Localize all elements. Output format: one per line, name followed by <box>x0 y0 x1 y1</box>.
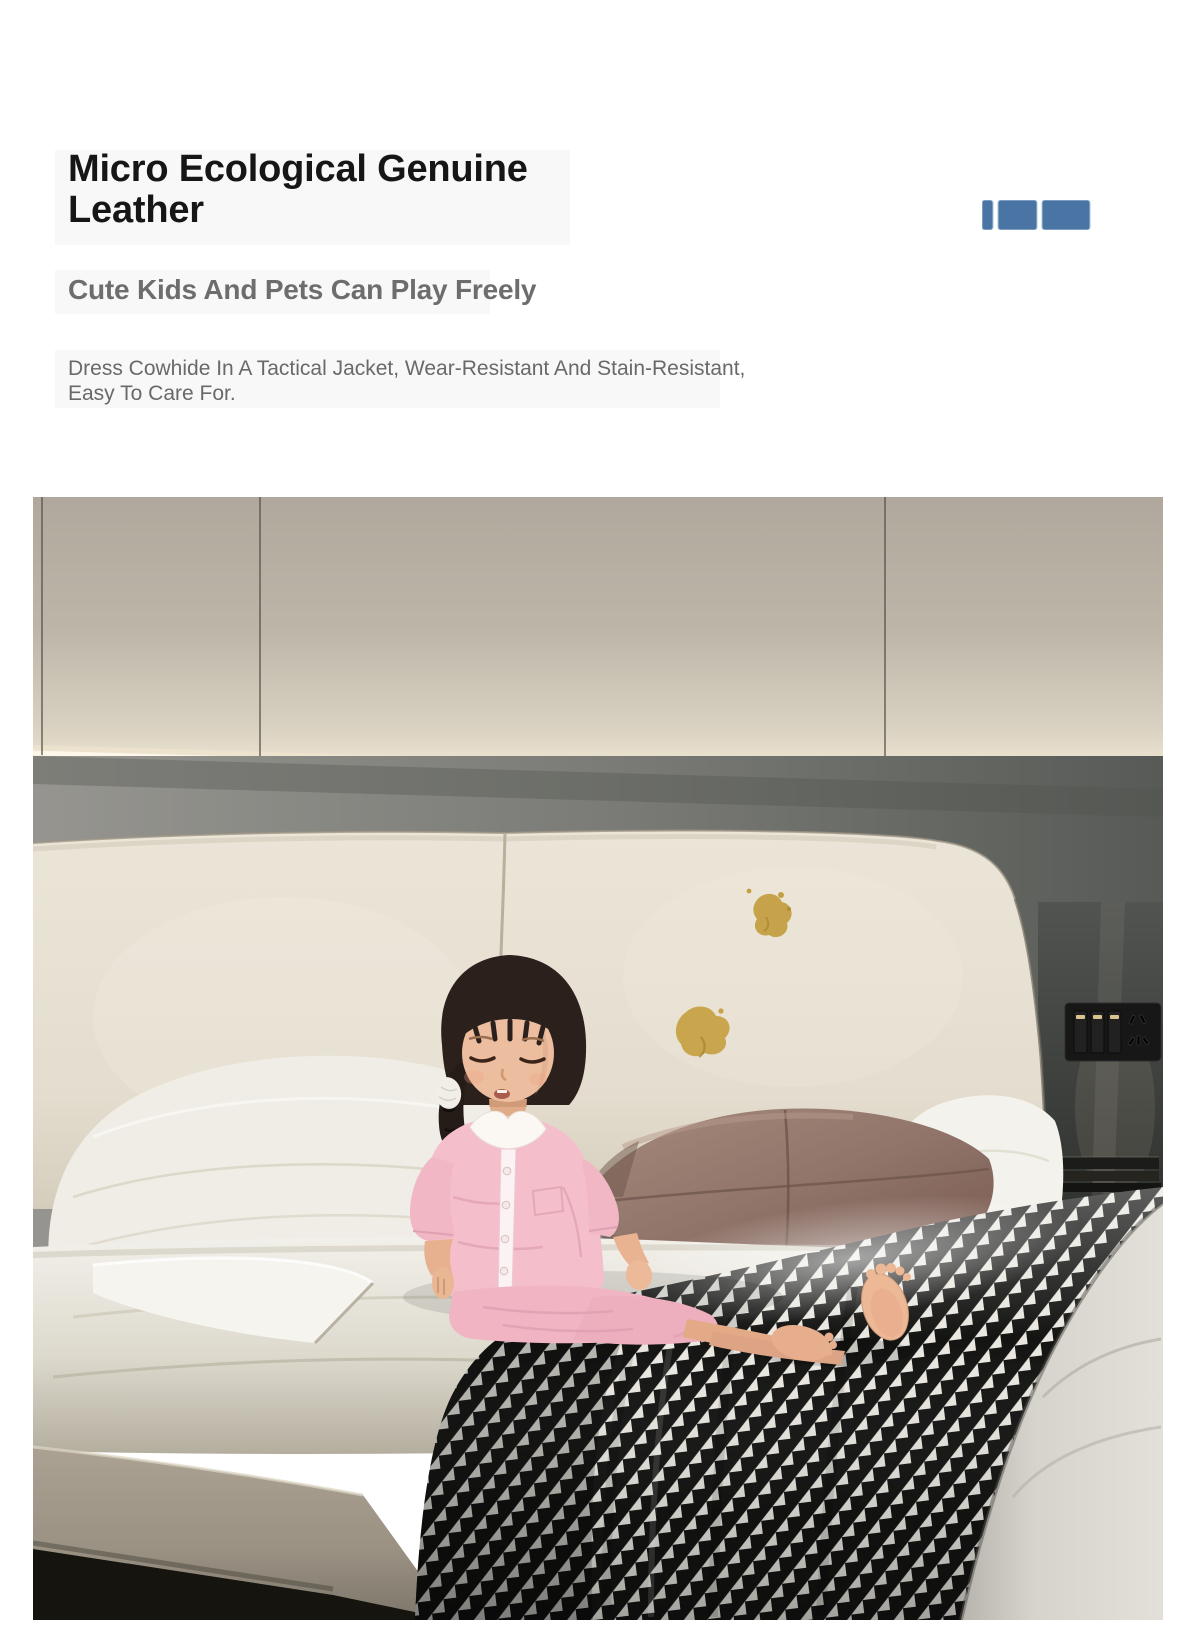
wall-cabinets <box>33 497 1163 791</box>
description-line1: Dress Cowhide In A Tactical Jacket, Wear-Resistant And Stain-Resistant, <box>68 357 746 380</box>
page-title <box>68 149 528 231</box>
decor-bar-medium <box>998 200 1037 230</box>
decor-bar-small <box>982 200 993 230</box>
wall-switch-panel <box>1065 1003 1161 1061</box>
decor-bars <box>982 200 1092 230</box>
button <box>500 1267 508 1275</box>
bedroom-scene <box>33 497 1163 1620</box>
button <box>502 1201 510 1209</box>
decor-bar-large <box>1042 200 1090 230</box>
button <box>503 1167 511 1175</box>
description-line2: Easy To Care For. <box>68 382 236 405</box>
bedside-books <box>1051 1157 1161 1192</box>
hand <box>432 1267 454 1299</box>
page-title-line1: Micro Ecological Genuine <box>68 148 528 190</box>
page-subtitle: Cute Kids And Pets Can Play Freely <box>68 274 537 305</box>
page-title-line2: Leather <box>68 189 204 231</box>
button <box>501 1235 509 1243</box>
page-description <box>68 356 745 406</box>
product-photo <box>33 497 1163 1620</box>
bed-base <box>33 1447 453 1620</box>
